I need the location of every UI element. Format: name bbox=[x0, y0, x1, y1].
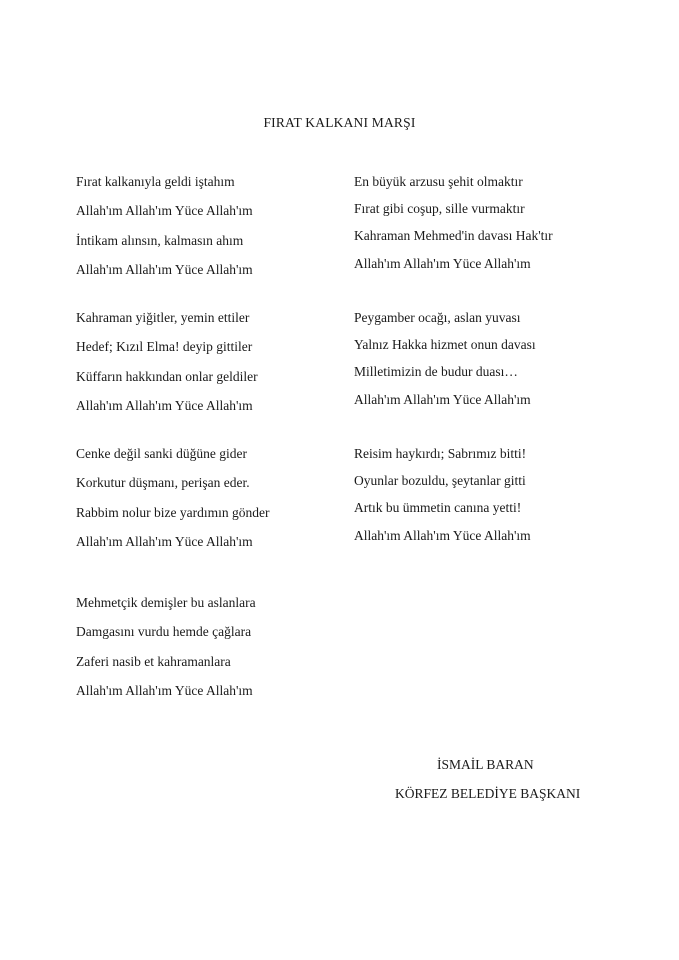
stanza-3 bbox=[76, 439, 269, 556]
stanza-7 bbox=[354, 440, 531, 549]
verse-line: Fırat gibi coşup, sille vurmaktır bbox=[354, 201, 525, 217]
verse-line: Kahraman Mehmed'in davası Hak'tır bbox=[354, 228, 553, 244]
verse-line: Allah'ım Allah'ım Yüce Allah'ım bbox=[354, 255, 531, 271]
verse-line: Damgasını vurdu hemde çağlara bbox=[76, 624, 252, 640]
verse-line: Mehmetçik demişler bu aslanlara bbox=[76, 595, 256, 610]
verse-line: Peygamber ocağı, aslan yuvası bbox=[354, 310, 521, 325]
stanza-5 bbox=[354, 168, 553, 277]
signature-name: İSMAİL BARAN bbox=[437, 757, 534, 772]
verse-line: Allah'ım Allah'ım Yüce Allah'ım bbox=[76, 533, 253, 549]
verse-line: Allah'ım Allah'ım Yüce Allah'ım bbox=[354, 527, 531, 543]
verse-line: Korkutur düşmanı, perişan eder. bbox=[76, 475, 250, 491]
verse-line: Kahraman yiğitler, yemin ettiler bbox=[76, 310, 250, 325]
verse-line: Allah'ım Allah'ım Yüce Allah'ım bbox=[76, 203, 253, 219]
stanza-4 bbox=[76, 588, 256, 705]
verse-line: Zaferi nasib et kahramanlara bbox=[76, 653, 231, 669]
verse-line: Artık bu ümmetin canına yetti! bbox=[354, 500, 522, 516]
stanza-1 bbox=[76, 167, 253, 284]
poem-title: FIRAT KALKANI MARŞI bbox=[263, 115, 416, 130]
verse-line: Yalnız Hakka hizmet onun davası bbox=[354, 337, 536, 353]
signature-title: KÖRFEZ BELEDİYE BAŞKANI bbox=[395, 786, 581, 801]
verse-line: Allah'ım Allah'ım Yüce Allah'ım bbox=[76, 682, 253, 698]
verse-line: En büyük arzusu şehit olmaktır bbox=[354, 174, 523, 189]
verse-line: Rabbim nolur bize yardımın gönder bbox=[76, 504, 270, 520]
verse-line: Allah'ım Allah'ım Yüce Allah'ım bbox=[76, 261, 253, 277]
verse-line: Hedef; Kızıl Elma! deyip gittiler bbox=[76, 339, 253, 355]
stanza-6 bbox=[354, 304, 536, 413]
verse-line: Küffarın hakkından onlar geldiler bbox=[76, 368, 258, 384]
stanza-2 bbox=[76, 303, 258, 420]
verse-line: Reisim haykırdı; Sabrımız bitti! bbox=[354, 446, 527, 461]
verse-line: Fırat kalkanıyla geldi iştahım bbox=[76, 174, 235, 189]
verse-line: Cenke değil sanki düğüne gider bbox=[76, 446, 247, 461]
verse-line: Allah'ım Allah'ım Yüce Allah'ım bbox=[76, 397, 253, 413]
verse-line: Allah'ım Allah'ım Yüce Allah'ım bbox=[354, 391, 531, 407]
verse-line: İntikam alınsın, kalmasın ahım bbox=[76, 232, 244, 248]
verse-line: Milletimizin de budur duası… bbox=[354, 364, 518, 380]
verse-line: Oyunlar bozuldu, şeytanlar gitti bbox=[354, 473, 526, 489]
